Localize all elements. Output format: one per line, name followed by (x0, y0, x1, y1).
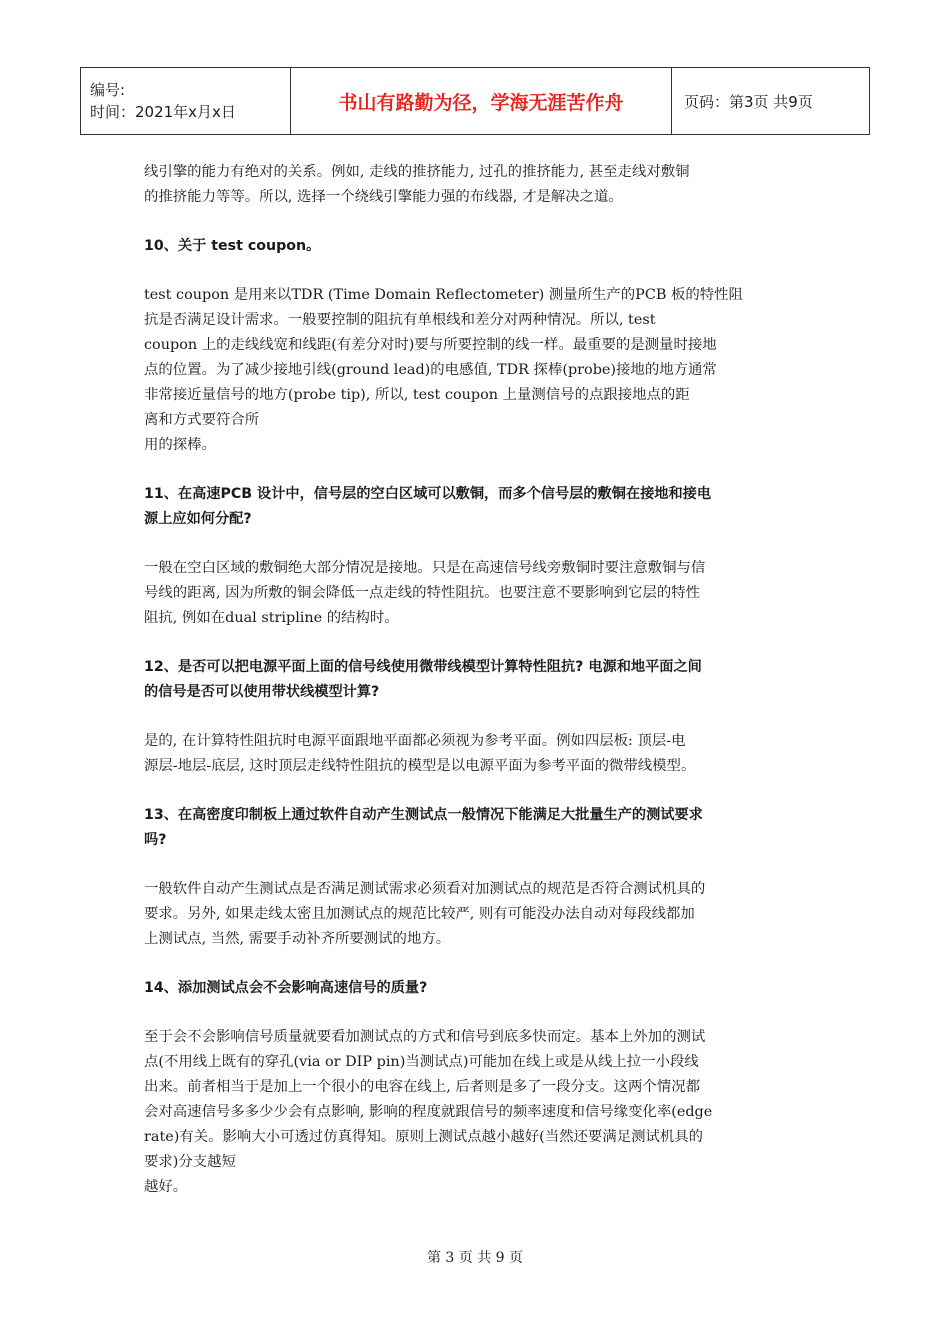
text-line: 吗? (144, 832, 167, 848)
page-footer: 第 3 页 共 9 页 (426, 1250, 524, 1266)
text-line: 源上应如何分配? (144, 511, 252, 527)
text-line: 12、是否可以把电源平面上面的信号线使用微带线模型计算特性阻抗? 电源和地平面之间 (144, 659, 702, 675)
text-line: 是的, 在计算特性阻抗时电源平面跟地平面都必须视为参考平面。例如四层板: 顶层-电 (144, 733, 686, 749)
date-label: 时间：2021年x月x日 (90, 103, 236, 121)
text-line: 号线的距离, 因为所敷的铜会降低一点走线的特性阻抗。也要注意不要影响到它层的特性 (144, 585, 700, 601)
header-info-cell (81, 68, 291, 135)
text-line: 10、关于 test coupon。 (144, 238, 321, 254)
text-line: 出来。前者相当于是加上一个很小的电容在线上, 后者则是多了一段分支。这两个情况都 (144, 1079, 700, 1095)
text-line: 离和方式要符合所 (144, 412, 260, 428)
text-line: 一般软件自动产生测试点是否满足测试需求必须看对加测试点的规范是否符合测试机具的 (144, 881, 706, 897)
section-heading (144, 482, 808, 532)
text-line: 的信号是否可以使用带状线模型计算? (144, 684, 380, 700)
text-line: 抗是否满足设计需求。一般要控制的阻抗有单根线和差分对两种情况。所以, test (144, 312, 656, 328)
section-heading (144, 976, 808, 1001)
text-line: 越好。 (144, 1179, 188, 1195)
section-heading (144, 803, 808, 853)
text-line: 非常接近量信号的地方(probe tip), 所以, test coupon 上量测信号的点跟接地点的距 (144, 387, 690, 403)
text-line: 13、在高密度印制板上通过软件自动产生测试点一般情况下能满足大批量生产的测试要求 (144, 807, 703, 823)
text-line: 14、添加测试点会不会影响高速信号的质量? (144, 980, 428, 996)
text-line: 要求)分支越短 (144, 1154, 236, 1170)
text-line: 上测试点, 当然, 需要手动补齐所要测试的地方。 (144, 931, 451, 947)
text-line: 11、在高速PCB 设计中，信号层的空白区域可以敷铜，而多个信号层的敷铜在接地和接电 (144, 486, 712, 502)
section-heading (144, 655, 808, 705)
text-line: test coupon 是用来以TDR (Time Domain Reflectometer) 测量所生产的PCB 板的特性阻 (144, 287, 743, 303)
body-paragraph (144, 1025, 808, 1200)
text-line: 阻抗, 例如在dual stripline 的结构时。 (144, 610, 399, 626)
body-paragraph (144, 160, 808, 210)
text-line: 点的位置。为了减少接地引线(ground lead)的电感值, TDR 探棒(probe)接地的地方通常 (144, 362, 717, 378)
text-line: 线引擎的能力有绝对的关系。例如, 走线的推挤能力, 过孔的推挤能力, 甚至走线对敷铜 (144, 164, 690, 180)
text-line: 要求。另外, 如果走线太密且加测试点的规范比较严, 则有可能没办法自动对每段线都加 (144, 906, 695, 922)
body-paragraph (144, 556, 808, 631)
text-line: 一般在空白区域的敷铜绝大部分情况是接地。只是在高速信号线旁敷铜时要注意敷铜与信 (144, 560, 706, 576)
body-paragraph (144, 283, 808, 458)
document-body (144, 160, 808, 1224)
motto: 书山有路勤为径，学海无涯苦作舟 (291, 68, 672, 135)
page-header (80, 67, 870, 135)
text-line: 点(不用线上既有的穿孔(via or DIP pin)当测试点)可能加在线上或是从线上拉一小段线 (144, 1054, 699, 1070)
number-label: 编号: (90, 81, 126, 99)
text-line: 源层-地层-底层, 这时顶层走线特性阻抗的模型是以电源平面为参考平面的微带线模型。 (144, 758, 696, 774)
text-line: 至于会不会影响信号质量就要看加测试点的方式和信号到底多快而定。基本上外加的测试 (144, 1029, 706, 1045)
text-line: coupon 上的走线线宽和线距(有差分对时)要与所要控制的线一样。最重要的是测量时接地 (144, 337, 717, 353)
text-line: 会对高速信号多多少少会有点影响, 影响的程度就跟信号的频率速度和信号缘变化率(edge (144, 1104, 713, 1120)
text-line: 的推挤能力等等。所以, 选择一个绕线引擎能力强的布线器, 才是解决之道。 (144, 189, 623, 205)
text-line: rate)有关。影响大小可透过仿真得知。原则上测试点越小越好(当然还要满足测试机具的 (144, 1129, 704, 1145)
body-paragraph (144, 729, 808, 779)
page-label: 页码：第3页 共9页 (672, 68, 870, 135)
text-line: 用的探棒。 (144, 437, 216, 453)
body-paragraph (144, 877, 808, 952)
section-heading (144, 234, 808, 259)
